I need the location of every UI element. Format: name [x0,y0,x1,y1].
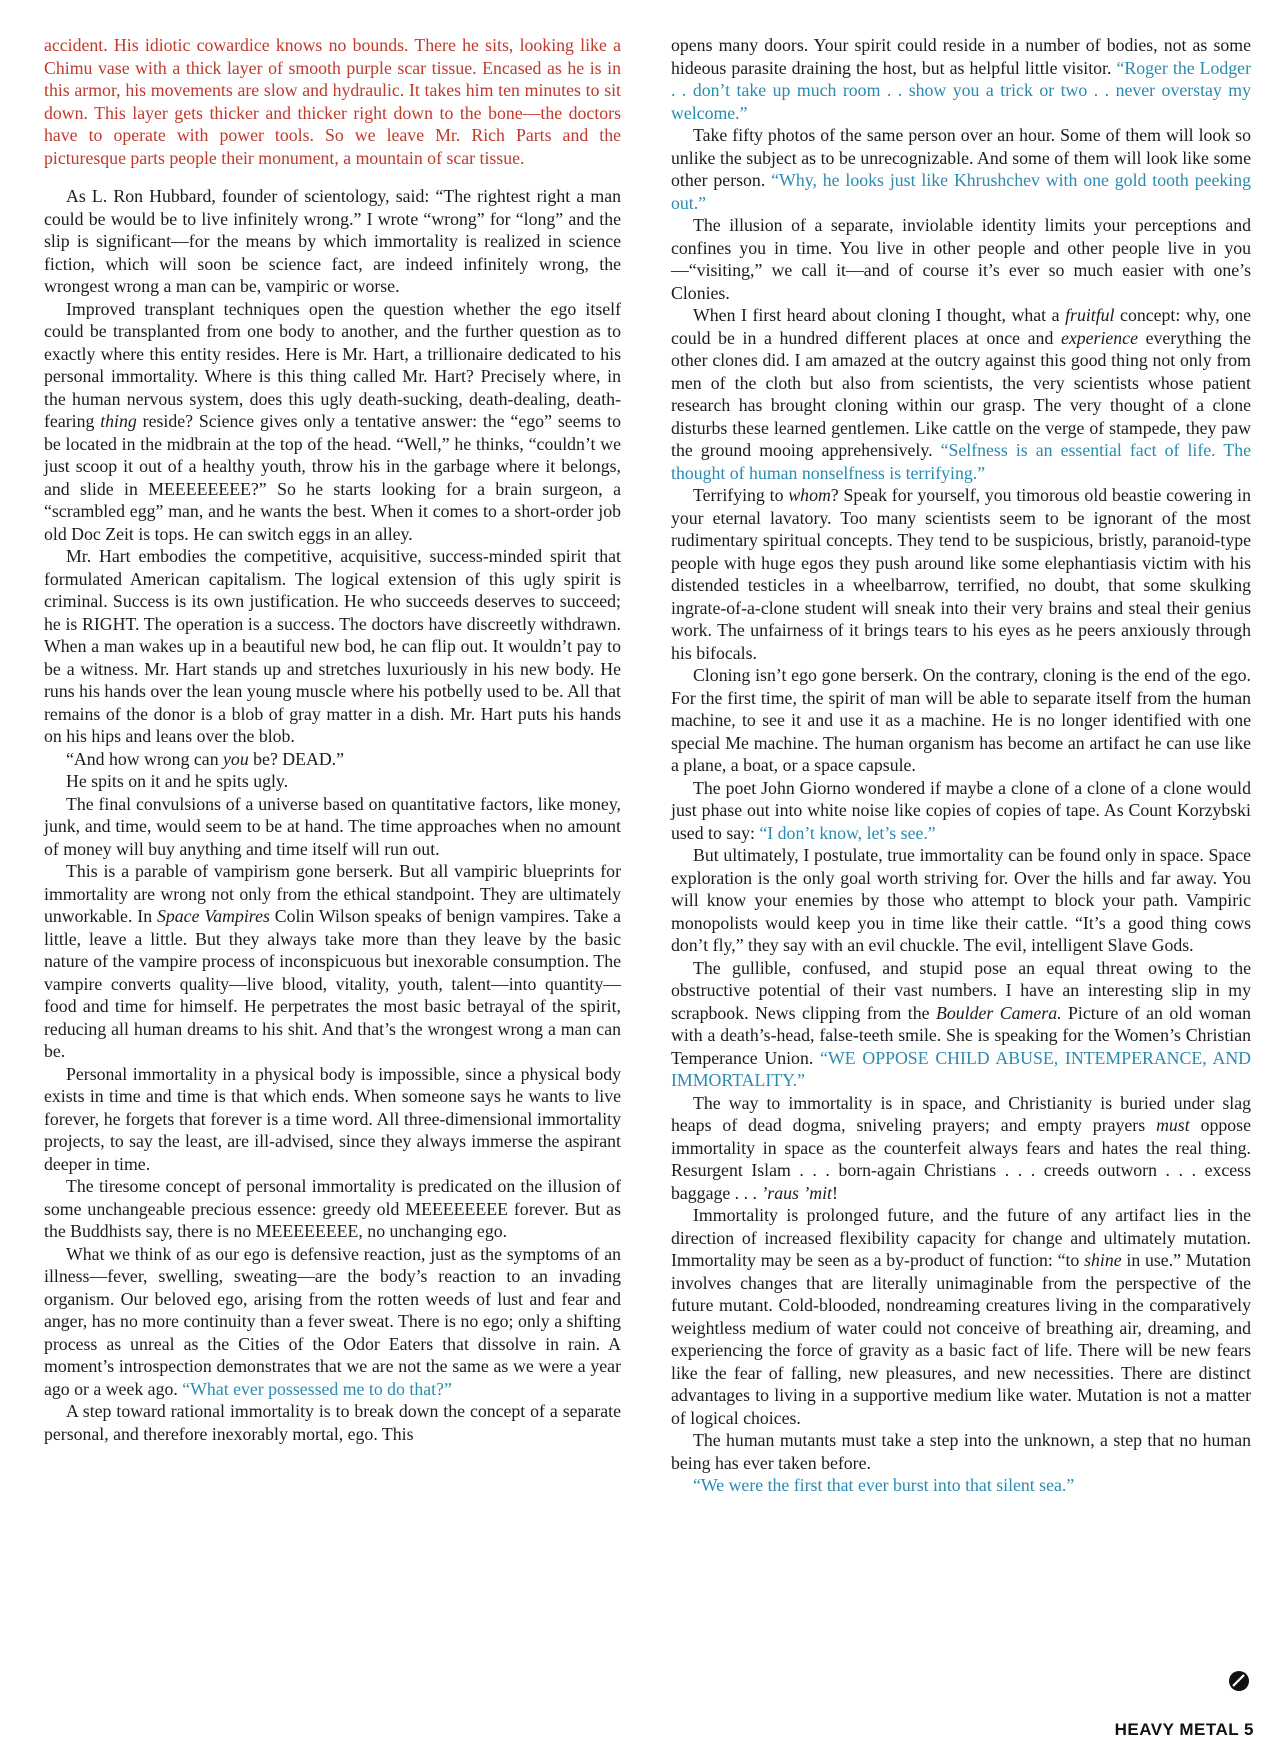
paragraph: Take fifty photos of the same person over an hour. Some of them will look so unlike the subject as to be unrecognizable. And some of them will look like some other person. “Why, he looks just like Khrushchev with one gold tooth peeking out.” [671,125,1251,213]
paragraph: The tiresome concept of personal immortality is predicated on the illusion of some unchangeable precious essence: greedy old MEEEEEEEE forever. But as the Buddhists say, there is no MEEEEEEEE, no unchanging ego. [44,1176,621,1241]
paragraph: But ultimately, I postulate, true immortality can be found only in space. Space exploration is the only goal worth striving for. Over the hills and far away. You will know your enemies by those who attempt to block your path. Vampiric monopolists would keep you in time like their cattle. “It’s a good thing cows don’t fly,” they say with an evil chuckle. The evil, intelligent Slave Gods. [671,845,1251,955]
paragraph: Immortality is prolonged future, and the future of any artifact lies in the direction of increased flexibility capacity for change and ultimately mutation. Immortality may be seen as a by-product of function: “to shine in use.” Mutation involves changes that are literally unimaginable from the perspective of the future mutant. Cold-blooded, nondreaming creatures living in the comparatively weightless medium of water could not conceive of breathing air, dreaming, and experiencing the force of gravity as a basic fact of life. There will be new fears like the fear of falling, new pleasures, and new necessities. There are distinct advantages to living in a supportive medium like water. Mutation is not a matter of logical choices. [671,1205,1251,1428]
paragraph: The way to immortality is in space, and Christianity is buried under slag heaps of dead dogma, sniveling prayers; and empty prayers must oppose immortality in space as the counterfeit always fears and hates the real thing. Resurgent Islam . . . born-again Christians . . . creeds outworn . . . excess baggage . . . ’raus ’mit! [671,1092,1251,1203]
teal-quote: “Roger the Lodger . . don’t take up much room . . show you a trick or two . . never overstay my welcome.” [671,57,1252,123]
paragraph: This is a parable of vampirism gone berserk. But all vampiric blueprints for immortality are wrong not only from the ethical standpoint. They are ultimately unworkable. In Space Vampires Colin Wilson speaks of benign vampires. Take a little, leave a little. But they always take more than they leave by the basic nature of the vampire process of inconspicuous but inexorable consumption. The vampire converts quality—live blood, vitality, youth, talent—into quantity—food and time for himself. He perpetrates the most basic betrayal of the spirit, reducing all human dreams to his shit. And that’s the wrongest wrong a man can be. [44,861,622,1061]
paragraph: The poet John Giorno wondered if maybe a clone of a clone of a clone would just phase out into white noise like copies of copies of tape. As Count Korzybski used to say: “I don’t know, let’s see.” [671,777,1251,843]
end-of-article-mark-icon [1228,1670,1250,1692]
paragraph: The final convulsions of a universe based on quantitative factors, like money, junk, and time, would seem to be at hand. The time approaches when no amount of money will buy anything and time itself will run out. [44,793,621,859]
magazine-name: HEAVY METAL [1114,1720,1239,1739]
paragraph: Mr. Hart embodies the competitive, acquisitive, success-minded spirit that formulated American capitalism. The logical extension of this ugly spirit is criminal. Success is its own justification. He who succeeds deserves to succeed; he is RIGHT. The operation is a success. The doctors have discreetly withdrawn. When a man wakes up in a beautiful new bod, he can flip out. It wouldn’t pay to be a witness. Mr. Hart stands up and stretches luxuriously in his new body. He runs his hands over the lean young muscle where his potbelly used to be. All that remains of the donor is a blob of gray matter in a dish. Mr. Hart puts his hands on his hips and leans over the blob. [44,546,621,746]
right-column [671,34,1251,1497]
teal-quote: “WE OPPOSE CHILD ABUSE, INTEMPERANCE, AND IMMORTALITY.” [671,1047,1251,1090]
paragraph: “And how wrong can you be? DEAD.” [66,748,345,769]
paragraph: The human mutants must take a step into the unknown, a step that no human being has ever taken before. [671,1430,1251,1473]
teal-quote: “Why, he looks just like Khrushchev with one gold tooth peeking out.” [671,170,1251,213]
teal-quote: “Selfness is an essential fact of life. The thought of human nonselfness is terrifying.” [671,440,1251,483]
paragraph: The gullible, confused, and stupid pose an equal threat owing to the obstructive potential of their vast numbers. I have an interesting slip in my scrapbook. News clipping from the Boulder Camera. Picture of an old woman with a death’s-head, false-teeth smile. She is speaking for the Women’s Christian Temperance Union. “WE OPPOSE CHILD ABUSE, INTEMPERANCE, AND IMMORTALITY.” [671,957,1251,1090]
paragraph: What we think of as our ego is defensive reaction, just as the symptoms of an illness—fever, swelling, sweating—are the body’s reaction to an invading organism. Our beloved ego, arising from the rotten weeds of lust and fear and anger, has no more continuity than a fever sweat. There is no ego; only a shifting process as unreal as the Cities of the Odor Eaters that dissolve in rain. A moment’s introspection demonstrates that we are not the same as we were a year ago or a week ago. “What ever possessed me to do that?” [44,1243,621,1399]
teal-quote: “We were the first that ever burst into that silent sea.” [693,1475,1075,1495]
left-column [44,34,621,1445]
intro-paragraph: accident. His idiotic cowardice knows no bounds. There he sits, looking like a Chimu vase with a thick layer of smooth purple scar tissue. Encased as he is in this armor, his movements are slow and hydraulic. It takes him ten minutes to sit down. This layer gets thicker and thicker right down to the bone—the doctors have to operate with power tools. So we leave Mr. Rich Parts and the picturesque parts people their monument, a mountain of scar tissue. [44,35,621,168]
paragraph: As L. Ron Hubbard, founder of scientology, said: “The rightest right a man could be would be to live infinitely wrong.” I wrote “wrong” for “long” and the slip is significant—for the means by which immortality is realized in science fiction, which will soon be science fact, are indeed infinitely wrong, the wrongest wrong a man can be, vampiric or worse. [44,186,621,296]
teal-quote: “I don’t know, let’s see.” [759,822,936,843]
paragraph [671,1474,1251,1497]
paragraph: When I first heard about cloning I thought, what a fruitful concept: why, one could be in a hundred different places at once and experience everything the other clones did. I am amazed at the outcry against this good thing not only from men of the cloth but also from scientists, the very scientists whose patient research has brought cloning within our grasp. The very thought of a clone disturbs these learned gentlemen. Like cattle on the verge of stampede, they paw the ground mooing apprehensively. “Selfness is an essential fact of life. The thought of human nonselfness is terrifying.” [671,305,1251,483]
paragraph: The illusion of a separate, inviolable identity limits your perceptions and confines you in time. You live in other people and other people live in you—“visiting,” we call it—and of course it’s ever so much easier with one’s Clonies. [671,215,1251,303]
paragraph: Terrifying to whom? Speak for yourself, you timorous old beastie cowering in your eternal lavatory. Too many scientists seem to be ignorant of the most rudimentary spiritual concepts. They tend to be suspicious, bristly, paranoid-type people with huge egos they push around like some elephantiasis victim with his distended testicles in a wheelbarrow, terrified, no doubt, that some skulking ingrate-of-a-clone student will sneak into their very brains and steal their genius work. The unfairness of it brings tears to his eyes as he peers anxiously through his bifocals. [671,485,1251,663]
paragraph: Personal immortality in a physical body is impossible, since a physical body exists in time and time is that which ends. When someone says he wants to live forever, he forgets that forever is a time word. All three-dimensional immortality projects, to say the least, are ill-advised, since they always immerse the aspirant deeper in time. [44,1063,621,1174]
paragraph: He spits on it and he spits ugly. [66,771,289,791]
paragraph: A step toward rational immortality is to break down the concept of a separate personal, and therefore inexorably mortal, ego. This [44,1401,621,1444]
teal-quote: “What ever possessed me to do that?” [182,1378,452,1399]
paragraph: Cloning isn’t ego gone berserk. On the contrary, cloning is the end of the ego. For the first time, the spirit of man will be able to separate itself from the human machine, to see it and use it as a machine. He is no longer identified with one special Me machine. The human organism has become an artifact he can use like a plane, a boat, or a space capsule. [671,665,1251,775]
paragraph: Improved transplant techniques open the question whether the ego itself could be transplanted from one body to another, and the further question as to exactly where this entity resides. Here is Mr. Hart, a trillionaire dedicated to his personal immortality. Where is this thing called Mr. Hart? Precisely where, in the human nervous system, does this ugly death-sucking, death-dealing, death-fearing thing reside? Science gives only a tentative answer: the “ego” seems to be located in the midbrain at the top of the head. “Well,” he thinks, “couldn’t we just scoop it out of a healthy youth, throw his in the garbage where it belongs, and slide in MEEEEEEEE?” So he starts looking for a brain surgeon, a “scrambled egg” man, and he wants the best. When it comes to a short-order job old Doc Zeit is tops. He can switch eggs in an alley. [44,298,621,544]
page-footer [1115,1720,1254,1740]
page-number: 5 [1244,1720,1254,1739]
paragraph: opens many doors. Your spirit could reside in a number of bodies, not as some hideous parasite draining the host, but as helpful little visitor. “Roger the Lodger . . don’t take up much room . . show you a trick or two . . never overstay my welcome.” [671,35,1252,123]
